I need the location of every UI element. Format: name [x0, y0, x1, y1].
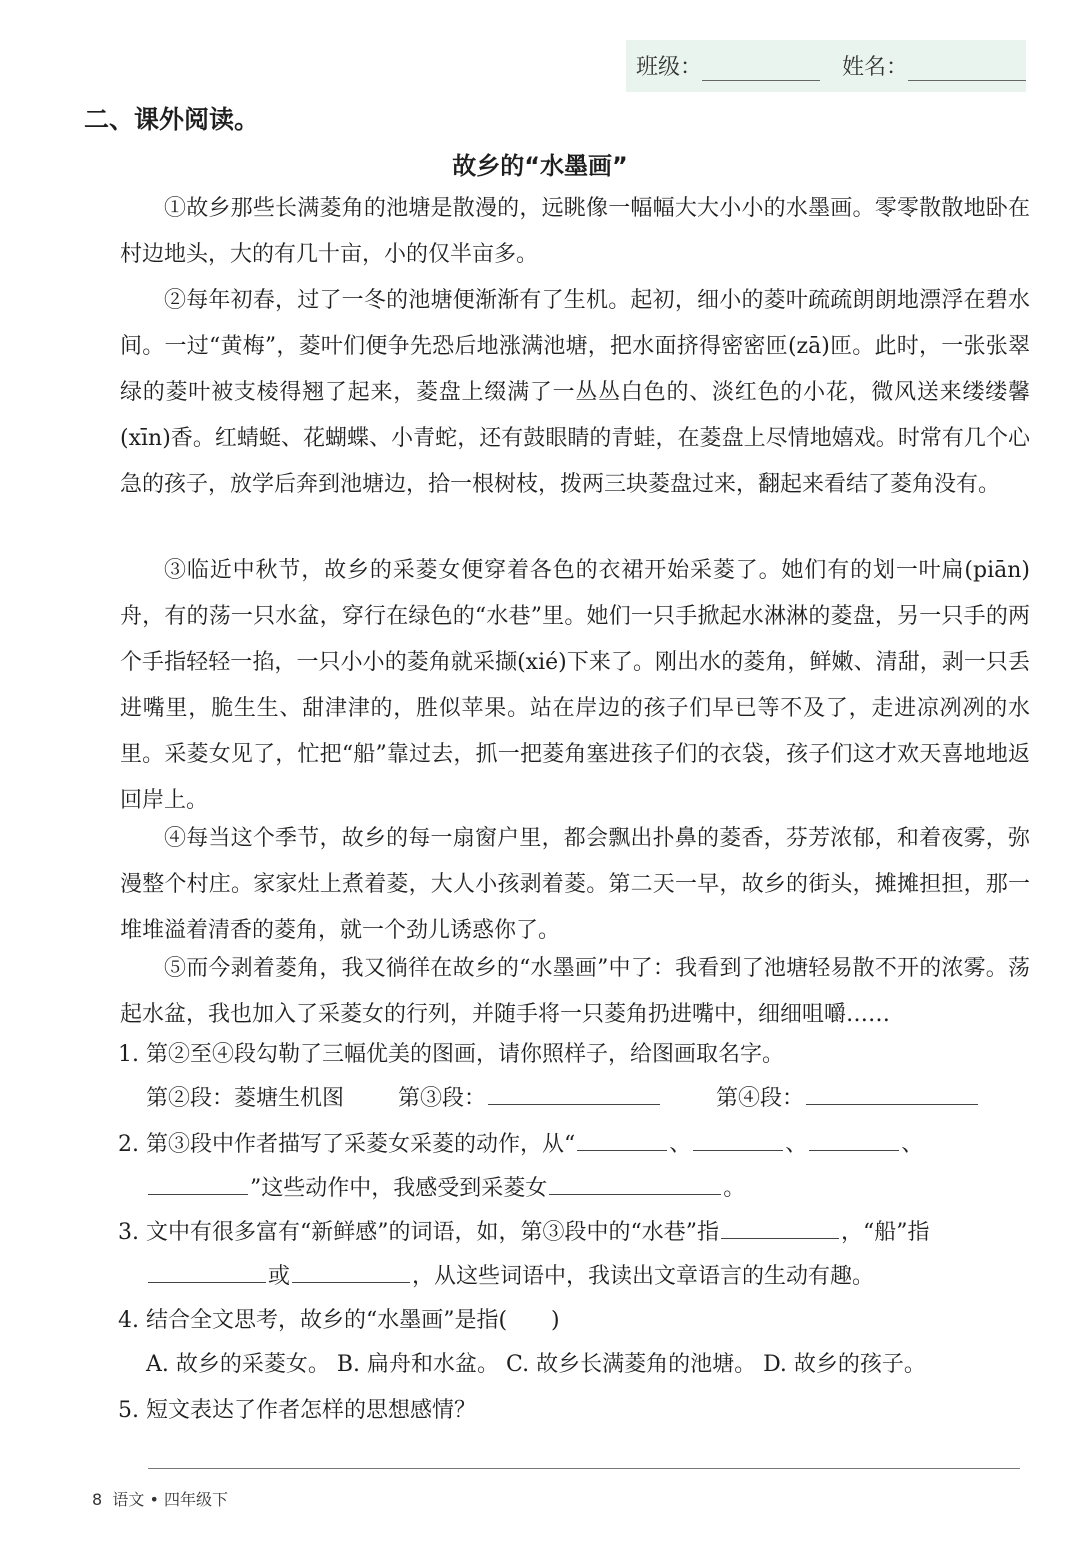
q1-p3-blank[interactable] — [488, 1080, 660, 1105]
q3-or: 或 — [268, 1264, 291, 1289]
q3-text-b: ，“船”指 — [840, 1220, 930, 1245]
class-input-line[interactable] — [702, 58, 820, 81]
name-label: 姓名： — [842, 55, 909, 80]
q2-sep-1: 、 — [669, 1132, 692, 1157]
question-4: 4. 结合全文思考，故乡的“水墨画”是指( ) — [118, 1308, 560, 1333]
option-d[interactable]: D. 故乡的孩子。 — [763, 1352, 926, 1377]
q3-blank-3[interactable] — [292, 1258, 410, 1283]
question-2-cont — [146, 1166, 1066, 1212]
question-1-answers — [146, 1076, 1066, 1122]
paragraph-3: ③临近中秋节，故乡的采菱女便穿着各色的衣裙开始采菱了。她们有的划一叶扁(piān)舟，有的荡一只水盆，穿行在绿色的“水巷”里。她们一只手掀起水淋淋的菱盘，另一只手的两个手指轻轻一掐，一只小小的菱角就采撷(xié)下来了。刚出水的菱角，鲜嫩、清甜，剥一只丢进嘴里，脆生生、甜津津的，胜似苹果。站在岸边的孩子们早已等不及了，走进凉冽冽的水里。采菱女见了，忙把“船”靠过去，抓一把菱角塞进孩子们的衣袋，孩子们这才欢天喜地地返回岸上。 — [120, 558, 1030, 813]
name-field[interactable] — [842, 50, 1026, 81]
page-footer — [92, 1487, 228, 1510]
paragraph-5: ⑤而今剥着菱角，我又徜徉在故乡的“水墨画”中了：我看到了池塘轻易散不开的浓雾。荡起水盆，我也加入了采菱女的行列，并随手将一只菱角扔进嘴中，细细咀嚼…… — [120, 956, 1030, 1027]
q1-p3-label: 第③段： — [398, 1086, 487, 1111]
q1-p4-blank[interactable] — [806, 1080, 978, 1105]
question-3-cont — [146, 1254, 1066, 1300]
question-5: 5. 短文表达了作者怎样的思想感情？ — [118, 1398, 476, 1423]
q2-end: 。 — [723, 1176, 746, 1201]
q3-text-c: ，从这些词语中，我读出文章语言的生动有趣。 — [412, 1264, 875, 1289]
class-field[interactable] — [636, 50, 820, 81]
option-a[interactable]: A. 故乡的采菱女。 — [146, 1352, 330, 1377]
question-1: 1. 第②至④段勾勒了三幅优美的图画，请你照样子，给图画取名字。 — [118, 1042, 784, 1067]
q2-blank-5[interactable] — [549, 1170, 721, 1195]
name-input-line[interactable] — [908, 58, 1026, 81]
option-c[interactable]: C. 故乡长满菱角的池塘。 — [506, 1352, 757, 1377]
q1-p4-label: 第④段： — [716, 1086, 805, 1111]
paragraph-2: ②每年初春，过了一冬的池塘便渐渐有了生机。起初，细小的菱叶疏疏朗朗地漂浮在碧水间。一过“黄梅”，菱叶们便争先恐后地涨满池塘，把水面挤得密密匝(zā)匝。此时，一张张翠绿的菱叶被支棱得翘了起来，菱盘上缀满了一丛丛白色的、淡红色的小花，微风送来缕缕馨(xīn)香。红蜻蜓、花蝴蝶、小青蛇，还有鼓眼睛的青蛙，在菱盘上尽情地嬉戏。时常有几个心急的孩子，放学后奔到池塘边，拾一根树枝，拨两三块菱盘过来，翻起来看结了菱角没有。 — [120, 288, 1030, 497]
question-3 — [118, 1210, 1038, 1256]
section-title: 二、课外阅读。 — [84, 105, 260, 134]
q2-sep-2: 、 — [785, 1132, 808, 1157]
option-b[interactable]: B. 扁舟和水盆。 — [336, 1352, 500, 1377]
q2-text-b: ”这些动作中，我感受到采菱女 — [250, 1176, 548, 1201]
q2-blank-1[interactable] — [577, 1126, 667, 1151]
page-number: 8 — [92, 1490, 103, 1509]
q3-text-a: 3. 文中有很多富有“新鲜感”的词语，如，第③段中的“水巷”指 — [118, 1220, 719, 1245]
class-label: 班级： — [636, 55, 703, 80]
q2-sep-3: 、 — [901, 1132, 924, 1157]
q2-text-a: 2. 第③段中作者描写了采菱女采菱的动作，从“ — [118, 1132, 576, 1157]
q3-blank-2[interactable] — [148, 1258, 266, 1283]
q2-blank-3[interactable] — [809, 1126, 899, 1151]
q5-answer-line[interactable] — [148, 1468, 1020, 1469]
q2-blank-4[interactable] — [148, 1170, 248, 1195]
question-2 — [118, 1122, 1038, 1168]
q3-blank-1[interactable] — [721, 1214, 839, 1239]
subject-label: 语文 • 四年级下 — [112, 1490, 228, 1509]
paragraph-4: ④每当这个季节，故乡的每一扇窗户里，都会飘出扑鼻的菱香，芬芳浓郁，和着夜雾，弥漫整个村庄。家家灶上煮着菱，大人小孩剥着菱。第二天一早，故乡的街头，摊摊担担，那一堆堆溢着清香的菱角，就一个劲儿诱惑你了。 — [120, 826, 1030, 943]
article-title: 故乡的“水墨画” — [452, 152, 628, 180]
q1-example: 第②段：菱塘生机图 — [146, 1086, 345, 1111]
question-4-options — [146, 1342, 1066, 1388]
q2-blank-2[interactable] — [693, 1126, 783, 1151]
paragraph-1: ①故乡那些长满菱角的池塘是散漫的，远眺像一幅幅大大小小的水墨画。零零散散地卧在村边地头，大的有几十亩，小的仅半亩多。 — [120, 196, 1030, 267]
